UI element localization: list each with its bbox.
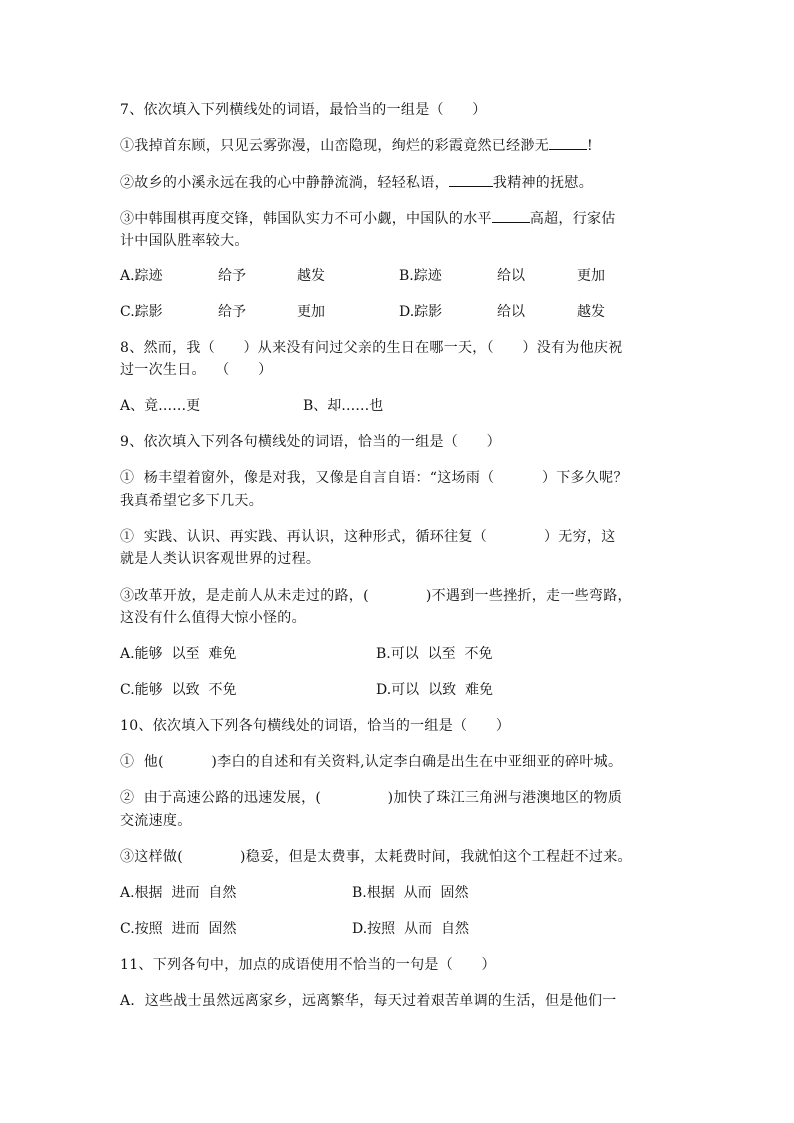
q7-option-d-word-3: 越发 <box>577 304 605 320</box>
q9-stem: 9、依次填入下列各句横线处的词语，恰当的一组是（ ） <box>120 434 501 450</box>
q9-sentence-2-line-1: ① 实践、认识、再实践、再认识，这种形式，循环往复（ ）无穷，这 <box>120 529 616 545</box>
q7-sentence-3-line-2: 计中国队胜率较大。 <box>120 233 249 249</box>
q10-sentence-3: ③这样做( )稳妥，但是太费事，太耗费时间，我就怕这个工程赶不过来。 <box>120 849 632 865</box>
q10-sentence-1: ① 他( )李白的自述和有关资料,认定李白确是出生在中亚细亚的碎叶城。 <box>120 754 623 770</box>
q7-option-a-word-3: 越发 <box>297 268 325 284</box>
q8-stem-line-1: 8、然而，我（ ）从来没有问过父亲的生日在哪一天，（ ）没有为他庆祝 <box>120 340 623 356</box>
q7-s2-blank <box>449 172 493 187</box>
q9-option-d: D.可以 以致 难免 <box>376 682 493 698</box>
q7-sentence-3-line-1 <box>120 208 616 229</box>
q7-option-b-word-3: 更加 <box>577 268 605 284</box>
q7-s3-blank <box>492 208 530 223</box>
q7-stem: 7、依次填入下列横线处的词语，最恰当的一组是（ ） <box>120 102 487 118</box>
q7-option-a-word-2: 给予 <box>218 268 246 284</box>
q8-option-b: B、却……也 <box>303 398 384 414</box>
q10-sentence-2-line-2: 交流速度。 <box>120 813 192 829</box>
q7-s2-text: ②故乡的小溪永远在我的心中静静流淌，轻轻私语， <box>120 175 449 191</box>
q7-option-c-word-2: 给予 <box>218 304 246 320</box>
q7-s1-text: ①我掉首东顾，只见云雾弥漫，山峦隐现，绚烂的彩霞竟然已经渺无 <box>120 138 549 154</box>
q7-s1-end: ! <box>587 138 593 154</box>
q9-sentence-1-line-2: 我真希望它多下几天。 <box>120 493 263 509</box>
q7-option-d-word-2: 给以 <box>497 304 525 320</box>
q11-stem: 11、下列各句中，加点的成语使用不恰当的一句是（ ） <box>120 957 496 973</box>
q7-s2-end: 我精神的抚慰。 <box>492 175 594 191</box>
q10-option-c: C.按照 进而 固然 <box>120 921 237 937</box>
q9-sentence-3-line-2: 这没有什么值得大惊小怪的。 <box>120 610 306 626</box>
q7-option-d: D.踪影 <box>399 304 443 320</box>
q7-sentence-1 <box>120 135 593 156</box>
q9-sentence-2-line-2: 就是人类认识客观世界的过程。 <box>120 551 321 567</box>
q10-sentence-2-line-1: ② 由于高速公路的迅速发展，( )加快了珠江三角洲与港澳地区的物质 <box>120 790 623 806</box>
q10-option-b: B.根据 从而 固然 <box>352 885 469 901</box>
q10-stem: 10、依次填入下列各句横线处的词语，恰当的一组是（ ） <box>120 718 511 734</box>
q7-option-c-word-3: 更加 <box>297 304 325 320</box>
q7-option-b-word-2: 给以 <box>497 268 525 284</box>
q11-option-a-line-1: A．这些战士虽然远离家乡，远离繁华，每天过着艰苦单调的生活，但是他们一 <box>120 993 617 1009</box>
q7-sentence-2 <box>120 172 593 193</box>
q10-option-a: A.根据 进而 自然 <box>120 885 237 901</box>
q7-s3-text-end: 高超，行家估 <box>529 211 616 227</box>
q7-s1-blank <box>549 135 587 150</box>
q9-option-b: B.可以 以至 不免 <box>376 646 493 662</box>
q7-option-a: A.踪迹 <box>120 268 163 284</box>
q10-option-d: D.按照 从而 自然 <box>352 921 469 937</box>
q9-sentence-1-line-1: ① 杨丰望着窗外，像是对我，又像是自言自语：“这场雨（ ）下多久呢？ <box>120 470 628 486</box>
q7-option-c: C.踪影 <box>120 304 163 320</box>
q9-option-c: C.能够 以致 不免 <box>120 682 237 698</box>
q7-s3-text: ③中韩围棋再度交锋，韩国队实力不可小觑，中国队的水平 <box>120 211 492 227</box>
q9-option-a: A.能够 以至 难免 <box>120 646 237 662</box>
q7-option-b: B.踪迹 <box>399 268 442 284</box>
q8-option-a: A、竟……更 <box>120 398 201 414</box>
q8-stem-line-2: 过一次生日。 （ ） <box>120 362 273 378</box>
q9-sentence-3-line-1: ③改革开放，是走前人从未走过的路，( )不遇到一些挫折，走一些弯路， <box>120 588 632 604</box>
